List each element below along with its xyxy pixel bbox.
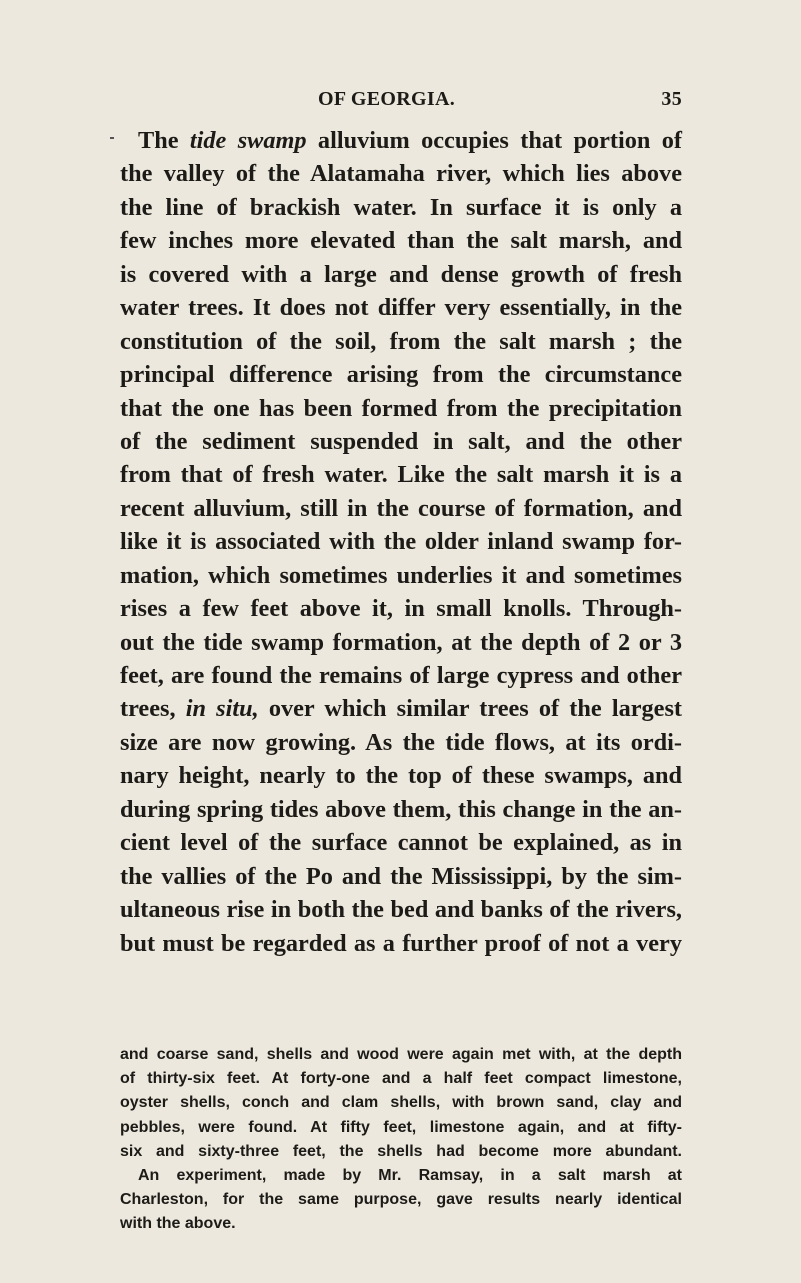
footnote-line: six and sixty-three feet, the shells had become more abundant. <box>120 1142 682 1160</box>
page-number: 35 <box>661 88 682 110</box>
text-line <box>120 458 682 491</box>
text-segment: is covered with a large and dense growth of fresh <box>120 260 682 288</box>
text-segment: that the one has been formed from the precipitation <box>120 394 682 422</box>
text-segment: feet, are found the remains of large cypress and other <box>120 662 682 689</box>
text-line <box>120 692 682 725</box>
text-line <box>120 291 682 324</box>
text-line <box>120 826 682 859</box>
text-segment: alluvium occupies that portion of <box>306 127 683 154</box>
text-line <box>120 258 682 291</box>
text-line <box>120 191 682 224</box>
text-segment: during spring tides above them, this change in the an- <box>120 795 682 823</box>
text-segment: ultaneous rise in both the bed and banks of the rivers, <box>120 896 682 924</box>
text-segment: the valley of the Alatamaha river, which lies above <box>120 160 682 188</box>
footnote-line: of thirty-six feet. At forty-one and a half feet compact limestone, <box>120 1070 682 1088</box>
page-header <box>120 88 682 118</box>
footnote <box>120 1043 682 1237</box>
text-segment: water trees. It does not differ very essentially, in the <box>120 294 682 322</box>
text-segment: over which similar trees of the largest <box>258 695 682 723</box>
text-segment: nary height, nearly to the top of these swamps, and <box>120 762 682 790</box>
italic-text: in situ, <box>185 695 259 723</box>
footnote-line: oyster shells, conch and clam shells, with brown sand, clay and <box>120 1094 682 1112</box>
footnote-line: An experiment, made by Mr. Ramsay, in a salt marsh at <box>138 1166 682 1184</box>
text-line <box>120 525 682 558</box>
text-segment: the line of brackish water. In surface it is only a <box>120 193 682 221</box>
text-segment: out the tide swamp formation, at the depth of 2 or 3 <box>120 628 682 656</box>
text-line <box>120 425 682 458</box>
text-segment: size are now growing. As the tide flows, at its ordi- <box>120 728 682 756</box>
text-line <box>120 492 682 525</box>
text-line <box>120 392 682 425</box>
footnote-line: and coarse sand, shells and wood were again met with, at the depth <box>120 1046 682 1063</box>
footnote-line: Charleston, for the same purpose, gave results nearly identical <box>120 1191 682 1209</box>
text-line <box>120 358 682 391</box>
text-segment: but must be regarded as a further proof of not a very <box>120 929 682 957</box>
text-segment: principal difference arising from the circumstance <box>120 361 682 389</box>
text-line <box>120 592 682 625</box>
text-line <box>120 759 682 792</box>
text-line <box>120 927 682 960</box>
text-segment: mation, which sometimes underlies it and sometimes <box>120 561 682 589</box>
text-line <box>120 626 682 659</box>
text-line <box>120 893 682 926</box>
footnote-line: with the above. <box>120 1215 236 1233</box>
text-line <box>120 860 682 893</box>
text-segment: from that of fresh water. Like the salt marsh it is a <box>120 461 682 489</box>
text-segment: rises a few feet above it, in small knolls. Through- <box>120 595 682 623</box>
text-segment: few inches more elevated than the salt marsh, and <box>120 227 682 255</box>
text-line <box>120 726 682 759</box>
text-line <box>120 157 682 190</box>
text-line <box>120 124 682 157</box>
text-segment: constitution of the soil, from the salt marsh ; the <box>120 327 682 355</box>
main-paragraph <box>120 124 682 960</box>
italic-text: tide swamp <box>189 127 307 154</box>
text-line <box>120 793 682 826</box>
text-line <box>120 559 682 592</box>
text-segment: like it is associated with the older inland swamp for- <box>120 528 682 556</box>
text-line <box>120 224 682 257</box>
text-segment: the vallies of the Po and the Mississippi, by the sim- <box>120 862 682 890</box>
text-segment: of the sediment suspended in salt, and the other <box>120 427 682 455</box>
margin-mark <box>110 137 114 139</box>
text-segment: trees, <box>120 695 186 723</box>
text-segment: recent alluvium, still in the course of formation, and <box>120 494 682 522</box>
text-segment: The <box>138 127 190 154</box>
text-segment: cient level of the surface cannot be explained, as in <box>120 829 682 857</box>
text-line <box>120 659 682 692</box>
text-line <box>120 325 682 358</box>
footnote-line: pebbles, were found. At fifty feet, limestone again, and at fifty- <box>120 1118 682 1136</box>
running-head: OF GEORGIA. <box>318 88 456 110</box>
